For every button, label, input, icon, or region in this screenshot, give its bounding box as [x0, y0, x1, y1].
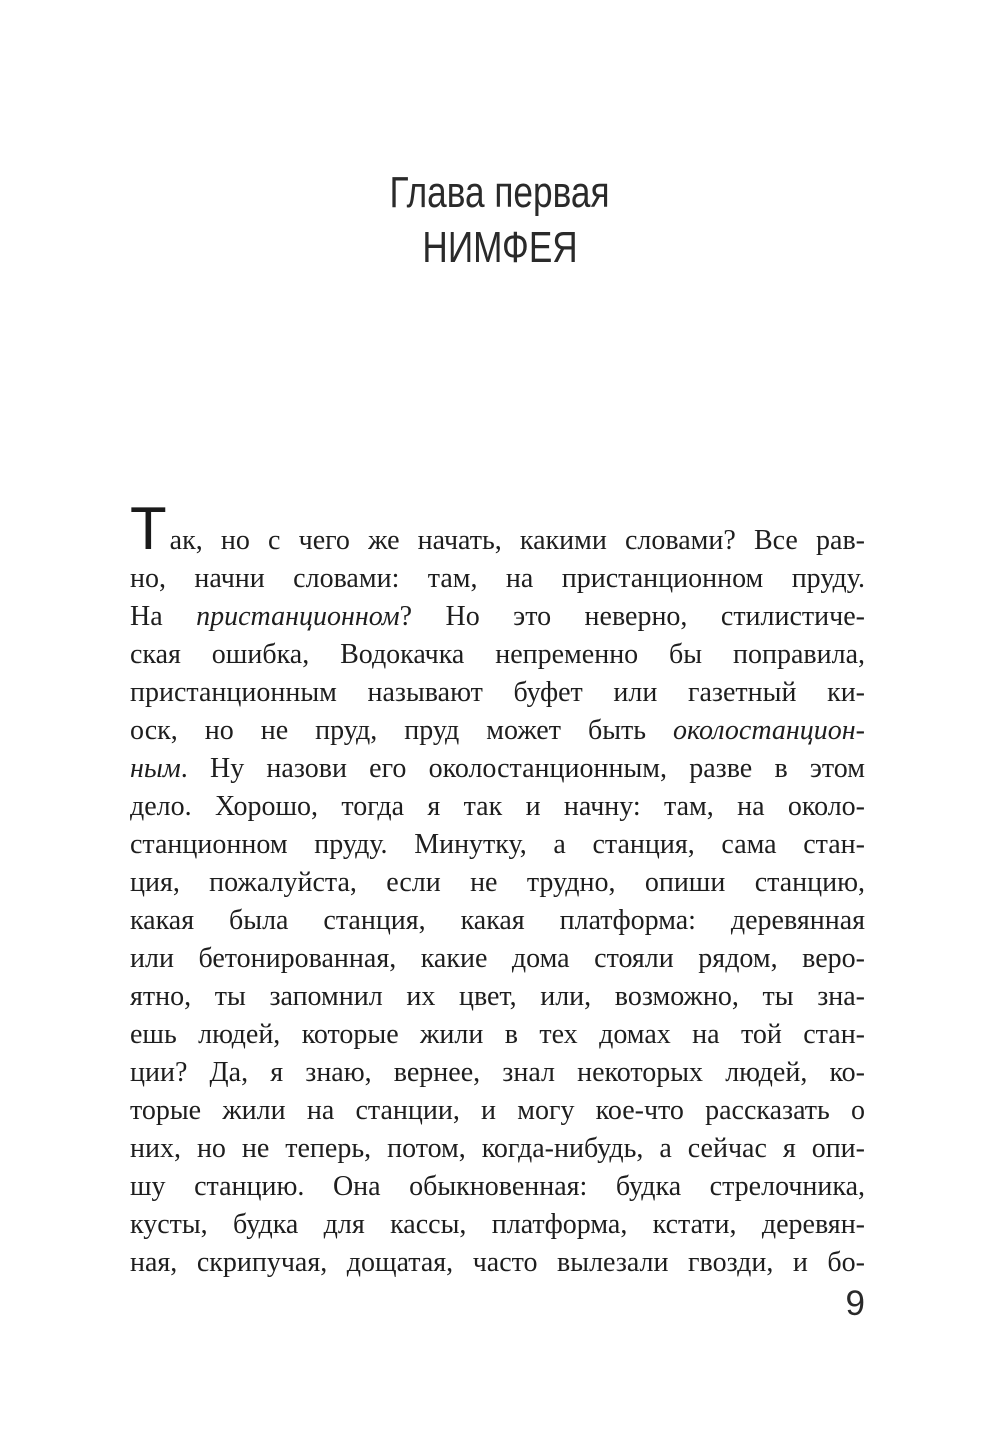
- text-segment: станционном пруду. Минутку, а станция, сама стан-: [130, 829, 865, 860]
- text-line: [130, 598, 865, 636]
- chapter-title: НИМФЕЯ: [422, 223, 578, 272]
- text-line: [130, 712, 865, 750]
- text-line: [130, 788, 865, 826]
- text-line: [130, 902, 865, 940]
- text-segment: шу станцию. Она обыкновенная: будка стрелочника,: [130, 1171, 865, 1202]
- text-line: [130, 495, 865, 562]
- text-line: [130, 1092, 865, 1130]
- text-segment: околостанцион-: [673, 715, 865, 746]
- text-line: [130, 1206, 865, 1244]
- text-line: [130, 636, 865, 674]
- text-segment: ак, но с чего же начать, какими словами? Все рав-: [169, 525, 865, 556]
- text-segment: На: [130, 601, 197, 632]
- drop-cap: Т: [130, 495, 167, 562]
- text-segment: оск, но не пруд, пруд может быть: [130, 715, 674, 746]
- text-segment: ная, скрипучая, дощатая, часто вылезали гвозди, и бо-: [130, 1247, 865, 1278]
- text-segment: пристанционным называют буфет или газетный ки-: [130, 677, 865, 708]
- text-segment: пристанционном: [196, 601, 400, 632]
- text-line: [130, 940, 865, 978]
- text-segment: ция, пожалуйста, если не трудно, опиши станцию,: [130, 867, 865, 898]
- text-segment: ции? Да, я знаю, вернее, знал некоторых людей, ко-: [130, 1057, 865, 1088]
- text-segment: ным: [130, 753, 181, 784]
- text-segment: дело. Хорошо, тогда я так и начну: там, на около-: [130, 791, 865, 822]
- text-segment: них, но не теперь, потом, когда-нибудь, а сейчас я опи-: [130, 1133, 865, 1164]
- chapter-title-line: [0, 220, 1000, 275]
- chapter-label-line: [0, 165, 1000, 220]
- text-segment: ? Но это неверно, стилистиче-: [399, 601, 865, 632]
- chapter-heading: [0, 165, 1000, 275]
- text-line: [130, 1016, 865, 1054]
- body-text: [130, 495, 865, 1282]
- text-line: [130, 674, 865, 712]
- text-segment: ешь людей, которые жили в тех домах на той стан-: [130, 1019, 865, 1050]
- text-line: [130, 1054, 865, 1092]
- text-segment: или бетонированная, какие дома стояли рядом, веро-: [130, 943, 865, 974]
- text-line: [130, 826, 865, 864]
- page-number: 9: [845, 1284, 865, 1323]
- text-line: [130, 978, 865, 1016]
- text-segment: ская ошибка, Водокачка непременно бы поправила,: [130, 639, 865, 670]
- text-segment: . Ну назови его околостанционным, разве в этом: [180, 753, 865, 784]
- text-line: [130, 1244, 865, 1282]
- text-segment: какая была станция, какая платформа: деревянная: [130, 905, 865, 936]
- text-line: [130, 1168, 865, 1206]
- text-segment: кусты, будка для кассы, платформа, кстати, деревян-: [130, 1209, 865, 1240]
- text-segment: но, начни словами: там, на пристанционном пруду.: [130, 563, 865, 594]
- text-line: [130, 560, 865, 598]
- text-line: [130, 750, 865, 788]
- text-segment: ятно, ты запомнил их цвет, или, возможно, ты зна-: [130, 981, 865, 1012]
- text-line: [130, 1130, 865, 1168]
- text-segment: торые жили на станции, и могу кое-что рассказать о: [130, 1095, 865, 1126]
- chapter-label: Глава первая: [389, 168, 611, 217]
- text-line: [130, 864, 865, 902]
